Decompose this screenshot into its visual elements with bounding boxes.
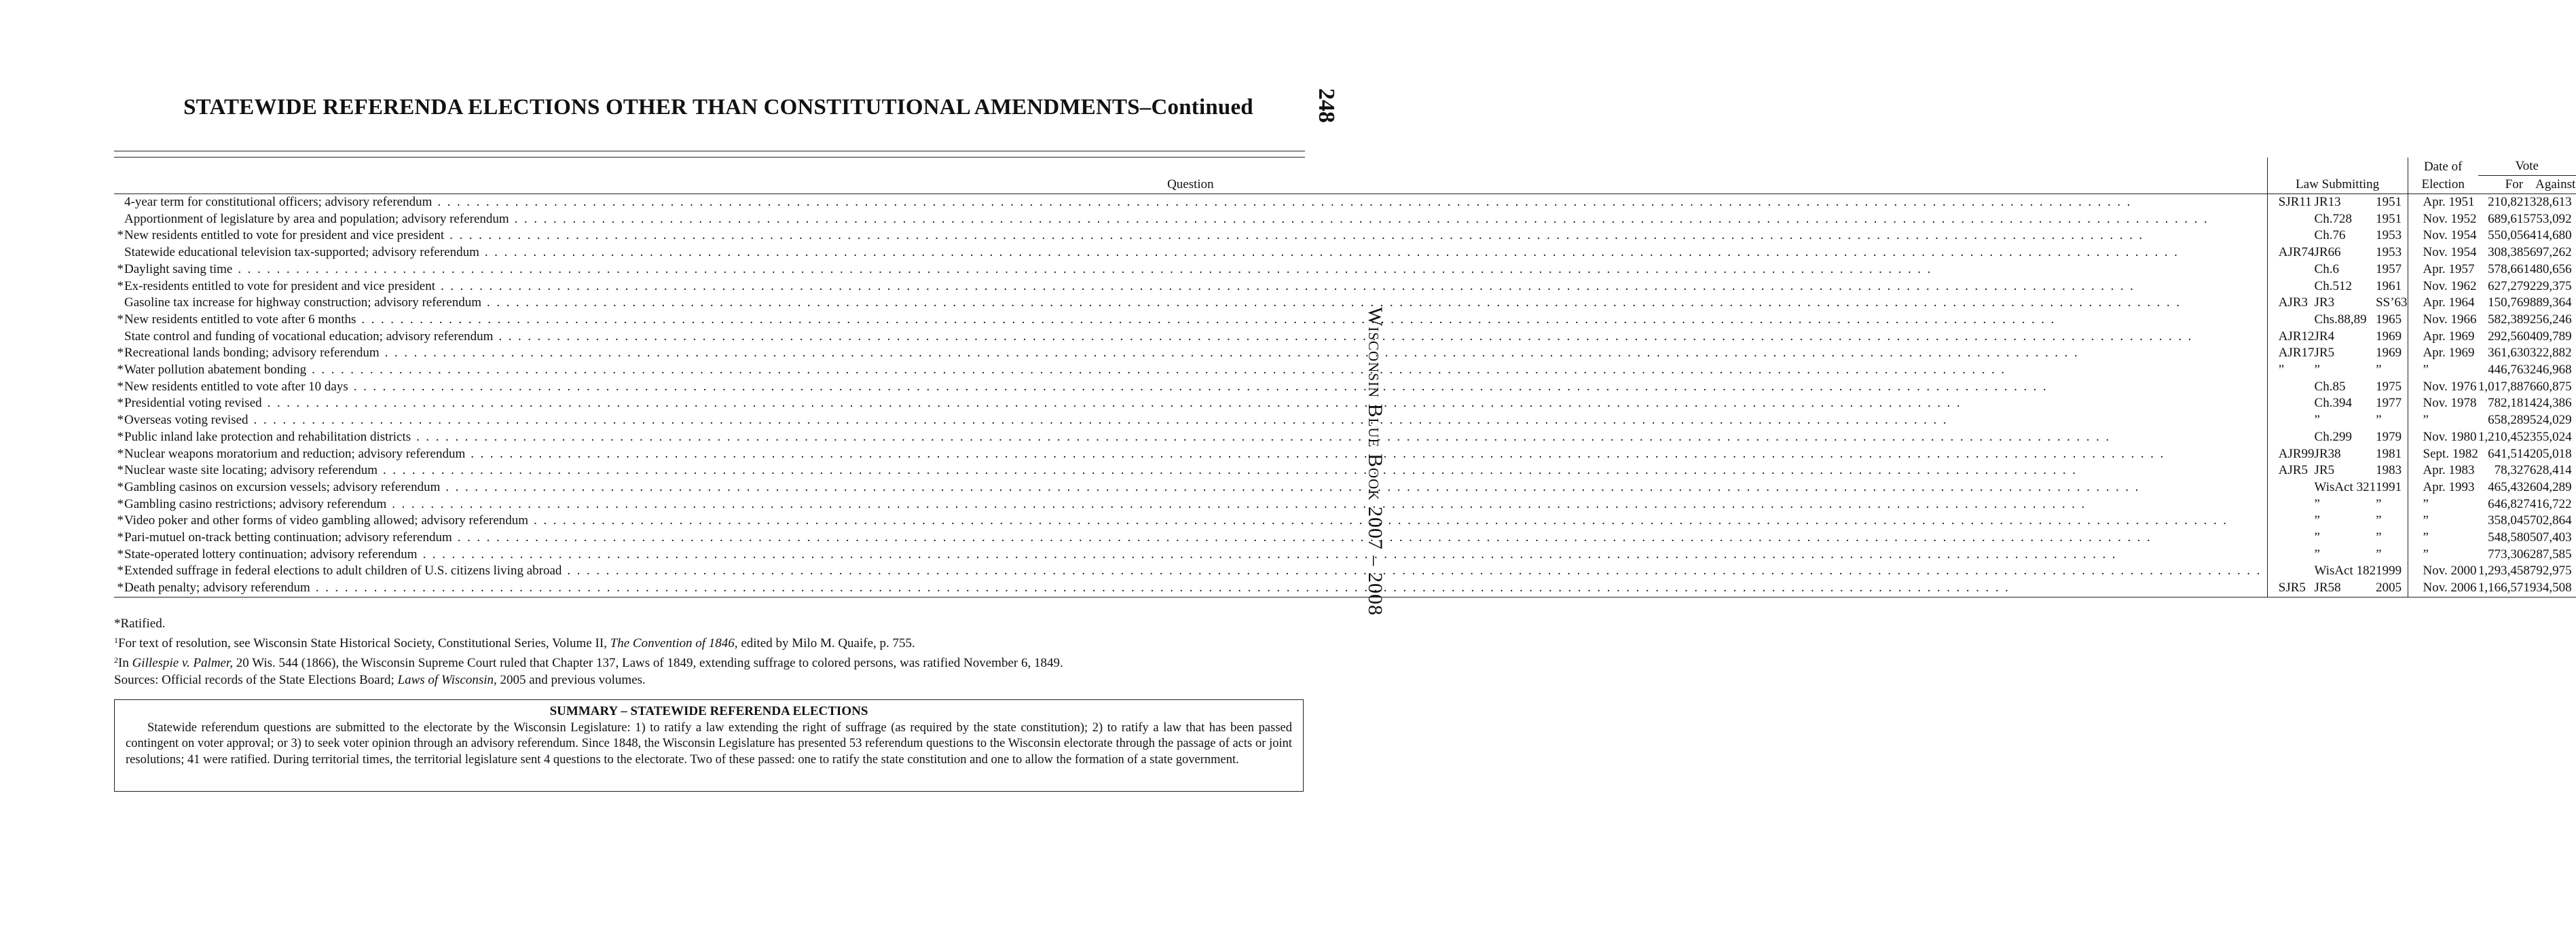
- law-cell: JR58: [2315, 580, 2376, 597]
- dot-leader: [418, 547, 2262, 564]
- ratified-mark: *: [117, 413, 124, 428]
- question-cell: [114, 312, 2267, 329]
- bill-cell: [2267, 496, 2314, 513]
- table-row: [114, 295, 2576, 312]
- question-text: Overseas voting revised: [124, 413, 249, 428]
- referenda-table: [114, 158, 2576, 598]
- vote-against-cell: 424,386: [2529, 396, 2572, 411]
- year-cell: 1979: [2376, 429, 2402, 444]
- question-text: Statewide educational television tax-supported; advisory referendum: [124, 245, 479, 260]
- bill-cell: [2267, 530, 2314, 547]
- vote-for-cell: 150,769: [2488, 295, 2530, 310]
- vote-against-cell: 416,722: [2529, 496, 2572, 511]
- ratified-mark: *: [117, 496, 124, 511]
- ratified-mark: *: [117, 530, 124, 545]
- question-cell: [114, 278, 2267, 295]
- question-cell: [114, 329, 2267, 346]
- vote-for-cell: 1,017,887: [2478, 379, 2530, 394]
- question-text: Gambling casinos on excursion vessels; advisory referendum: [124, 479, 441, 494]
- bill-cell: SJR5: [2267, 580, 2314, 597]
- vote-against-cell: 246,968: [2529, 363, 2572, 378]
- table-row: [114, 312, 2576, 329]
- year-cell: 1981: [2376, 446, 2402, 461]
- law-cell: JR38: [2314, 446, 2341, 461]
- year-cell: 1965: [2376, 312, 2402, 327]
- vote-against-cell: 205,018: [2529, 446, 2572, 461]
- vote-against-cell: 414,680: [2529, 228, 2572, 243]
- question-text: Apportionment of legislature by area and population; advisory referendum: [124, 211, 509, 226]
- question-cell: [114, 261, 2267, 278]
- question-text: Video poker and other forms of video gambling allowed; advisory referendum: [124, 513, 529, 528]
- dot-leader: [386, 496, 2262, 513]
- question-cell: [114, 446, 2267, 463]
- table-row: [114, 412, 2576, 429]
- law-cell: Ch.85: [2314, 379, 2346, 394]
- vote-for-cell: 465,432: [2488, 479, 2530, 494]
- law-cell: ”: [2314, 547, 2320, 562]
- bill-cell: [2267, 429, 2314, 446]
- vote-against-cell: 702,864: [2529, 513, 2572, 528]
- question-cell: [114, 345, 2267, 362]
- question-text: Ex-residents entitled to vote for president and vice president: [124, 278, 435, 293]
- question-cell: [114, 194, 2267, 211]
- law-cell: Ch.512: [2314, 278, 2352, 293]
- year-cell: 2005: [2376, 580, 2408, 597]
- law-cell: ”: [2314, 413, 2320, 428]
- question-cell: [114, 580, 2267, 597]
- question-cell: [114, 227, 2267, 244]
- law-cell: JR3: [2314, 295, 2335, 310]
- ratified-note: *Ratified.: [114, 617, 166, 631]
- footnote-2: $^2$In Gillespie v. Palmer, 20 Wis. 544 (1866), the Wisconsin Supreme Court ruled that Chapter 137, Laws of 1849, extending suffrage to colored persons, was ratified November 6, 1849.: [114, 655, 1063, 670]
- year-cell: 1969: [2376, 329, 2402, 344]
- ratified-mark: *: [117, 228, 124, 243]
- table-row: [114, 563, 2576, 580]
- law-cell: JR4: [2314, 329, 2335, 344]
- question-cell: [114, 530, 2267, 547]
- question-text: New residents entitled to vote after 10 days: [124, 379, 348, 394]
- table-row: [114, 194, 2576, 211]
- vote-against-cell: 507,403: [2529, 530, 2572, 545]
- ratified-mark: *: [117, 429, 124, 444]
- table-row: [114, 345, 2576, 362]
- sources-note: Sources: Official records of the State Elections Board; Laws of Wisconsin, 2005 and previous volumes.: [114, 673, 646, 687]
- election-date-cell: Apr. 1964: [2408, 295, 2478, 312]
- header-election: Election: [2408, 176, 2478, 194]
- law-cell: ”: [2314, 496, 2320, 511]
- page-number: 248: [1314, 88, 1339, 123]
- year-cell: 1951: [2376, 195, 2402, 209]
- bill-cell: AJR3: [2267, 295, 2314, 312]
- dot-leader: [479, 244, 2262, 261]
- question-cell: [114, 295, 2267, 312]
- election-date-cell: ”: [2408, 362, 2478, 379]
- table-row: [114, 513, 2576, 530]
- bill-cell: [2267, 513, 2314, 530]
- dot-leader: [232, 261, 2261, 278]
- vote-for-cell: 1,166,571: [2478, 580, 2530, 597]
- dot-leader: [310, 580, 2262, 597]
- bill-cell: [2267, 412, 2314, 429]
- ratified-mark: *: [117, 547, 124, 562]
- election-date-cell: Apr. 1969: [2408, 345, 2478, 362]
- table-row: [114, 227, 2576, 244]
- election-date-cell: Apr. 1993: [2408, 479, 2478, 496]
- question-text: 4-year term for constitutional officers; advisory referendum: [124, 195, 433, 209]
- vote-for-cell: 641,514: [2488, 446, 2530, 461]
- election-date-cell: Nov. 1980: [2408, 429, 2478, 446]
- election-date-cell: Apr. 1957: [2408, 261, 2478, 278]
- question-cell: [114, 479, 2267, 496]
- ratified-mark: *: [117, 513, 124, 528]
- bill-cell: [2267, 227, 2314, 244]
- vote-for-cell: 658,289: [2488, 413, 2530, 428]
- law-cell: Ch.394: [2314, 396, 2352, 411]
- year-cell: ”: [2376, 496, 2382, 511]
- table-row: [114, 261, 2576, 278]
- vote-against-cell: 229,375: [2529, 278, 2572, 293]
- table-row: [114, 530, 2576, 547]
- question-cell: [114, 395, 2267, 412]
- question-text: Nuclear waste site locating; advisory referendum: [124, 463, 378, 478]
- vote-against-cell: 604,289: [2529, 479, 2572, 494]
- footnote-1: $^1$For text of resolution, see Wisconsin State Historical Society, Constitutional Series, Volume II, The Convention of 1846, edited by Milo M. Quaife, p. 755.: [114, 636, 915, 650]
- question-text: Death penalty; advisory referendum: [124, 581, 310, 595]
- vote-for-cell: 782,181: [2488, 396, 2530, 411]
- vote-for-cell: 78,327: [2494, 463, 2530, 478]
- election-date-cell: Nov. 1966: [2408, 312, 2478, 329]
- law-cell: JR13: [2314, 195, 2341, 209]
- year-cell: 1953: [2376, 228, 2402, 243]
- ratified-mark: *: [117, 463, 124, 478]
- bill-cell: [2267, 563, 2314, 580]
- vote-for-cell: 773,306: [2488, 547, 2530, 562]
- vote-against-cell: 409,789: [2529, 329, 2572, 344]
- vote-against-cell: 934,508: [2530, 580, 2576, 597]
- dot-leader: [432, 194, 2261, 211]
- dot-leader: [481, 295, 2262, 312]
- bill-cell: AJR5: [2267, 462, 2314, 479]
- vote-against-cell: 889,364: [2529, 295, 2572, 310]
- law-cell: Ch.299: [2314, 429, 2352, 444]
- year-cell: 1977: [2376, 396, 2402, 411]
- law-cell: ”: [2314, 513, 2320, 528]
- bill-cell: SJR11: [2267, 194, 2314, 211]
- vote-against-cell: 753,092: [2529, 211, 2572, 226]
- table-row: [114, 429, 2576, 446]
- election-date-cell: ”: [2408, 496, 2478, 513]
- dot-leader: [440, 479, 2261, 496]
- law-cell: ”: [2314, 363, 2320, 378]
- vote-against-cell: 355,024: [2529, 429, 2572, 444]
- bill-cell: [2267, 479, 2314, 496]
- ratified-mark: *: [117, 278, 124, 293]
- bill-cell: [2267, 211, 2314, 228]
- question-text: State control and funding of vocational education; advisory referendum: [124, 329, 494, 344]
- question-text: New residents entitled to vote for president and vice president: [124, 228, 445, 243]
- bill-cell: [2267, 379, 2314, 396]
- vote-against-cell: 660,875: [2529, 379, 2572, 394]
- vote-for-cell: 582,389: [2488, 312, 2530, 327]
- question-cell: [114, 563, 2267, 580]
- bill-cell: [2267, 278, 2314, 295]
- vote-for-cell: 646,827: [2488, 496, 2530, 511]
- question-text: Nuclear weapons moratorium and reduction; advisory referendum: [124, 446, 466, 461]
- law-cell: ”: [2314, 530, 2320, 545]
- dot-leader: [435, 278, 2262, 295]
- dot-leader: [509, 211, 2262, 228]
- ratified-mark: *: [117, 363, 124, 378]
- year-cell: 1961: [2376, 278, 2402, 293]
- dot-leader: [444, 227, 2262, 244]
- law-cell: Chs.88,89: [2314, 312, 2367, 327]
- table-row: [114, 446, 2576, 463]
- election-date-cell: Nov. 1954: [2408, 244, 2478, 261]
- question-text: Extended suffrage in federal elections to adult children of U.S. citizens living abroad: [124, 564, 562, 578]
- year-cell: ”: [2376, 530, 2382, 545]
- bill-cell: [2267, 395, 2314, 412]
- table-row: [114, 278, 2576, 295]
- ratified-mark: *: [117, 564, 124, 578]
- law-cell: Ch.76: [2314, 228, 2346, 243]
- ratified-mark: *: [117, 312, 124, 327]
- election-date-cell: Nov. 1952: [2408, 211, 2478, 228]
- table-row: [114, 244, 2576, 261]
- bill-cell: [2267, 261, 2314, 278]
- table-row: [114, 211, 2576, 228]
- year-cell: ”: [2376, 513, 2382, 528]
- election-date-cell: Sept. 1982: [2408, 446, 2478, 463]
- question-cell: [114, 429, 2267, 446]
- year-cell: 1969: [2376, 346, 2402, 361]
- summary-box: [114, 699, 1304, 792]
- table-body: [114, 194, 2576, 598]
- vote-for-cell: 1,210,452: [2478, 429, 2530, 444]
- bill-cell: AJR12: [2267, 329, 2314, 346]
- question-text: Gasoline tax increase for highway construction; advisory referendum: [124, 295, 482, 310]
- vote-against-cell: 328,613: [2529, 195, 2572, 209]
- year-cell: 1957: [2376, 261, 2402, 276]
- election-date-cell: Apr. 1951: [2408, 194, 2478, 211]
- law-cell: Ch.6: [2314, 261, 2339, 276]
- dot-leader: [528, 513, 2262, 530]
- election-date-cell: Apr. 1969: [2408, 329, 2478, 346]
- election-date-cell: Nov. 1954: [2408, 227, 2478, 244]
- question-text: Water pollution abatement bonding: [124, 363, 307, 378]
- election-date-cell: Nov. 1978: [2408, 395, 2478, 412]
- bill-cell: AJR74: [2267, 244, 2314, 261]
- table-row: [114, 496, 2576, 513]
- vote-against-cell: 792,975: [2529, 564, 2572, 578]
- question-cell: [114, 244, 2267, 261]
- dot-leader: [452, 530, 2262, 547]
- election-date-cell: ”: [2408, 530, 2478, 547]
- page-title: STATEWIDE REFERENDA ELECTIONS OTHER THAN CONSTITUTIONAL AMENDMENTS–Continued: [183, 95, 1253, 120]
- bill-cell: [2267, 312, 2314, 329]
- election-date-cell: Nov. 1962: [2408, 278, 2478, 295]
- vote-for-cell: 689,615: [2488, 211, 2530, 226]
- dot-leader: [465, 446, 2261, 463]
- year-cell: ”: [2376, 363, 2382, 378]
- ratified-mark: *: [117, 379, 124, 394]
- ratified-mark: *: [117, 261, 124, 276]
- question-text: Gambling casino restrictions; advisory referendum: [124, 496, 387, 511]
- summary-body: Statewide referendum questions are submitted to the electorate by the Wisconsin Legislature: 1) to ratify a law extending the right of suffrage (as required by the state constitution); 2) to ratify a law that has been passed contingent on voter approval; or 3) to seek voter opinion through an advisory referendum. Since 1848, the Wisconsin Legislature has presented 53 referendum questions to the Wisconsin electorate through the passage of acts or joint resolutions; 41 were ratified. During territorial times, the territorial legislature sent 4 questions to the electorate. Two of these passed: one to ratify the state constitution and one to allow the formation of a state government.: [126, 720, 1292, 767]
- year-cell: 1951: [2376, 211, 2402, 226]
- header-date-of: Date of: [2408, 158, 2478, 176]
- running-head: Wisconsin Blue Book 2007 – 2008: [1364, 307, 1386, 617]
- election-date-cell: ”: [2408, 412, 2478, 429]
- table-row: [114, 395, 2576, 412]
- year-cell: ”: [2376, 413, 2382, 428]
- year-cell: 1991: [2376, 479, 2402, 494]
- bill-cell: AJR17: [2267, 345, 2314, 362]
- dot-leader: [493, 329, 2261, 346]
- table-row: [114, 362, 2576, 379]
- year-cell: 1953: [2376, 245, 2402, 260]
- question-text: Daylight saving time: [124, 261, 233, 276]
- question-text: New residents entitled to vote after 6 months: [124, 312, 356, 327]
- law-cell: WisAct 321: [2314, 479, 2376, 494]
- table-row: [114, 479, 2576, 496]
- law-cell: JR5: [2314, 346, 2335, 361]
- law-cell: Ch.728: [2314, 211, 2352, 226]
- vote-against-cell: 628,414: [2529, 463, 2572, 478]
- year-cell: ”: [2376, 547, 2382, 562]
- dot-leader: [262, 395, 2262, 412]
- ratified-mark: *: [117, 446, 124, 461]
- question-text: State-operated lottery continuation; advisory referendum: [124, 547, 418, 562]
- vote-for-cell: 550,056: [2488, 228, 2530, 243]
- year-cell: 1999: [2376, 564, 2402, 578]
- bill-cell: [2267, 547, 2314, 564]
- election-date-cell: Nov. 2006: [2408, 580, 2478, 597]
- bill-cell: AJR99: [2267, 446, 2314, 463]
- question-text: Recreational lands bonding; advisory referendum: [124, 346, 380, 361]
- table-row: [114, 462, 2576, 479]
- question-text: Pari-mutuel on-track betting continuation; advisory referendum: [124, 530, 452, 545]
- year-cell: 1975: [2376, 379, 2402, 394]
- year-cell: 1983: [2376, 463, 2402, 478]
- ratified-mark: *: [117, 346, 124, 361]
- vote-for-cell: 1,293,458: [2478, 564, 2530, 578]
- bill-cell: ”: [2267, 362, 2314, 379]
- vote-for-cell: 548,580: [2488, 530, 2530, 545]
- ratified-mark: *: [117, 396, 124, 411]
- dot-leader: [378, 462, 2262, 479]
- vote-for-cell: 292,560: [2488, 329, 2530, 344]
- vote-for-cell: 446,763: [2488, 363, 2530, 378]
- question-cell: [114, 547, 2267, 564]
- table-row: [114, 379, 2576, 396]
- year-cell: SS’63: [2376, 295, 2408, 310]
- header-question: Question: [114, 176, 2267, 194]
- question-cell: [114, 513, 2267, 530]
- vote-against-cell: 287,585: [2529, 547, 2572, 562]
- vote-for-cell: 210,821: [2488, 195, 2530, 209]
- question-cell: [114, 379, 2267, 396]
- vote-for-cell: 308,385: [2488, 245, 2530, 260]
- dot-leader: [249, 412, 2262, 429]
- header-against: Against: [2530, 176, 2576, 194]
- vote-against-cell: 524,029: [2529, 413, 2572, 428]
- header-for: For: [2478, 176, 2530, 194]
- question-text: Public inland lake protection and rehabilitation districts: [124, 429, 411, 444]
- vote-for-cell: 358,045: [2488, 513, 2530, 528]
- vote-against-cell: 322,882: [2529, 346, 2572, 361]
- footnotes: [114, 615, 1309, 688]
- law-cell: JR5: [2314, 463, 2335, 478]
- vote-for-cell: 627,279: [2488, 278, 2530, 293]
- table-row: [114, 580, 2576, 597]
- election-date-cell: ”: [2408, 547, 2478, 564]
- dot-leader: [356, 312, 2261, 329]
- header-vote: Vote: [2515, 159, 2539, 173]
- summary-title: SUMMARY – STATEWIDE REFERENDA ELECTIONS: [549, 704, 868, 718]
- vote-for-cell: 578,661: [2488, 261, 2530, 276]
- election-date-cell: ”: [2408, 513, 2478, 530]
- header-law-submitting: Law Submitting: [2267, 176, 2408, 194]
- law-cell: WisAct 182: [2314, 564, 2376, 578]
- question-cell: [114, 211, 2267, 228]
- dot-leader: [348, 379, 2262, 396]
- dot-leader: [306, 362, 2262, 379]
- vote-against-cell: 697,262: [2529, 245, 2572, 260]
- question-cell: [114, 362, 2267, 379]
- law-cell: JR66: [2314, 245, 2341, 260]
- election-date-cell: Apr. 1983: [2408, 462, 2478, 479]
- vote-against-cell: 256,246: [2529, 312, 2572, 327]
- table-row: [114, 329, 2576, 346]
- table-row: [114, 547, 2576, 564]
- ratified-mark: *: [117, 581, 124, 595]
- dot-leader: [380, 345, 2262, 362]
- question-cell: [114, 496, 2267, 513]
- election-date-cell: Nov. 2000: [2408, 563, 2478, 580]
- election-date-cell: Nov. 1976: [2408, 379, 2478, 396]
- dot-leader: [411, 429, 2262, 446]
- vote-against-cell: 480,656: [2529, 261, 2572, 276]
- ratified-mark: *: [117, 479, 124, 494]
- question-text: Presidential voting revised: [124, 396, 262, 411]
- question-cell: [114, 462, 2267, 479]
- question-cell: [114, 412, 2267, 429]
- vote-for-cell: 361,630: [2488, 346, 2530, 361]
- dot-leader: [562, 563, 2261, 580]
